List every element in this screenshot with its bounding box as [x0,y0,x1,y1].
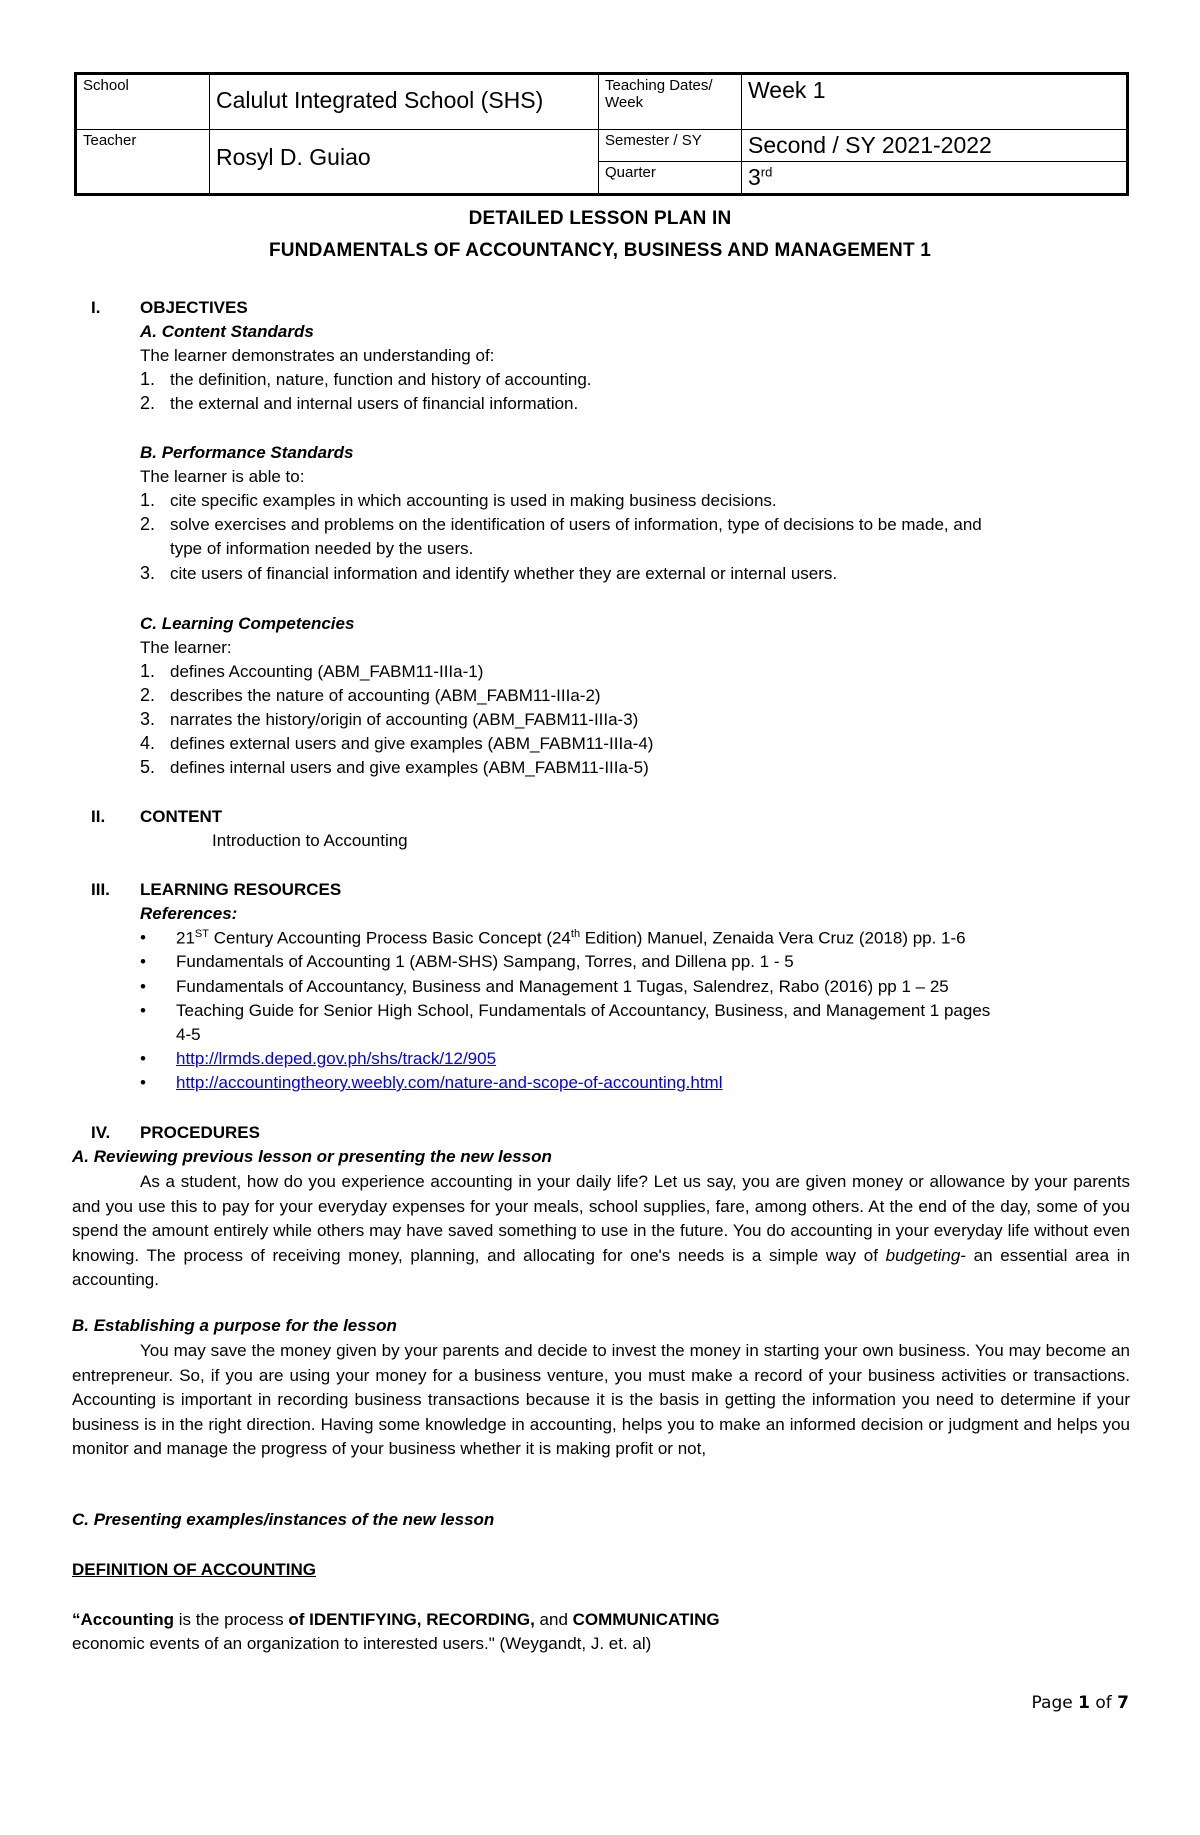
references-label: References: [140,904,238,923]
procedure-c-heading: C. Presenting examples/instances of the new lesson [72,1510,495,1529]
list-number: 2. [140,514,156,534]
reference-link-accountingtheory[interactable]: http://accountingtheory.weebly.com/nature-and-scope-of-accounting.html [176,1073,723,1092]
semester-value: Second / SY 2021-2022 [742,130,1128,162]
list-number: 4. [140,733,156,753]
teacher-value: Rosyl D. Guiao [210,130,599,195]
section-numeral-resources: III. [91,880,110,899]
procedure-a-paragraph: As a student, how do you experience accounting in your daily life? Let us say, you are given money or allowance by your parents and you use this to pay for your everyday expenses for your meals, school supplies, fare, among others. At the end of the day, some of you spend the amount entirely while others may have saved something to use in the future. You do accounting in your everyday life without even knowing. The process of receiving money, planning, and allocating for one's needs is a simple way of budgeting- an essential area in accounting. [72,1172,1130,1289]
list-number: 2. [140,685,156,705]
list-item: narrates the history/origin of accounting (ABM_FABM11-IIIa-3) [170,710,639,729]
header-table [74,72,1129,196]
list-item: cite specific examples in which accounting is used in making business decisions. [170,491,777,510]
section-heading-procedures: PROCEDURES [140,1123,260,1142]
list-number: 3. [140,563,156,583]
section-numeral-objectives: I. [91,298,101,317]
content-standards-heading: A. Content Standards [140,322,314,341]
bullet: • [140,928,146,947]
list-number: 1. [140,369,156,389]
definition-heading: DEFINITION OF ACCOUNTING [72,1560,316,1579]
learning-competencies-heading: C. Learning Competencies [140,614,355,633]
reference-item: Teaching Guide for Senior High School, Fundamentals of Accountancy, Business, and Management 1 pages [176,1001,991,1020]
semester-label: Semester / SY [599,130,742,162]
section-heading-content: CONTENT [140,807,223,826]
reference-item: 21ST Century Accounting Process Basic Concept (24th Edition) Manuel, Zenaida Vera Cruz (2018) pp. 1-6 [176,928,966,948]
performance-standards-intro: The learner is able to: [140,467,305,486]
content-text: Introduction to Accounting [212,831,408,850]
quarter-label: Quarter [599,162,742,195]
bullet: • [140,952,146,971]
definition-line-1: “Accounting is the process of IDENTIFYING, RECORDING, and COMMUNICATING [72,1610,720,1629]
page-number: Page 1 of 7 [1031,1693,1129,1713]
content-standards-intro: The learner demonstrates an understanding of: [140,346,495,365]
reference-item: Fundamentals of Accounting 1 (ABM-SHS) Sampang, Torres, and Dillena pp. 1 - 5 [176,952,794,971]
teaching-dates-label: Teaching Dates/ Week [599,74,742,130]
section-numeral-procedures: IV. [91,1123,111,1142]
list-number: 2. [140,393,156,413]
definition-line-2: economic events of an organization to interested users." (Weygandt, J. et. al) [72,1634,652,1653]
list-item: defines external users and give examples (ABM_FABM11-IIIa-4) [170,734,654,753]
bullet: • [140,977,146,996]
teaching-dates-value: Week 1 [742,74,1128,130]
list-number: 1. [140,661,156,681]
performance-standards-heading: B. Performance Standards [140,443,354,462]
list-item: cite users of financial information and identify whether they are external or internal users. [170,564,838,583]
list-number: 1. [140,490,156,510]
list-item: the external and internal users of financial information. [170,394,579,413]
procedure-a-heading: A. Reviewing previous lesson or presenting the new lesson [72,1147,552,1166]
bullet: • [140,1001,146,1020]
section-heading-resources: LEARNING RESOURCES [140,880,342,899]
list-number: 3. [140,709,156,729]
section-numeral-content: II. [91,807,106,826]
title-line-1: DETAILED LESSON PLAN IN [468,208,732,229]
list-item: solve exercises and problems on the identification of users of information, type of decisions to be made, and [170,515,982,534]
list-item: defines internal users and give examples (ABM_FABM11-IIIa-5) [170,758,649,777]
procedure-b-heading: B. Establishing a purpose for the lesson [72,1316,397,1335]
school-label: School [76,74,210,130]
bullet: • [140,1049,146,1068]
learning-competencies-intro: The learner: [140,638,232,657]
reference-link-lrmds[interactable]: http://lrmds.deped.gov.ph/shs/track/12/905 [176,1049,497,1068]
reference-item: Fundamentals of Accountancy, Business and Management 1 Tugas, Salendrez, Rabo (2016) pp 1 – 25 [176,977,949,996]
bullet: • [140,1073,146,1092]
list-number: 5. [140,757,156,777]
list-item-continuation: type of information needed by the users. [170,539,474,558]
list-item: describes the nature of accounting (ABM_FABM11-IIIa-2) [170,686,601,705]
section-heading-objectives: OBJECTIVES [140,298,248,317]
list-item: the definition, nature, function and history of accounting. [170,370,592,389]
teacher-label: Teacher [76,130,210,195]
title-line-2: FUNDAMENTALS OF ACCOUNTANCY, BUSINESS AND MANAGEMENT 1 [268,240,932,261]
quarter-value: 3rd [742,162,1128,195]
list-item: defines Accounting (ABM_FABM11-IIIa-1) [170,662,484,681]
procedure-b-paragraph: You may save the money given by your parents and decide to invest the money in starting your own business. You may become an entrepreneur. So, if you are using your money for a business venture, you must make a record of your business activities or transactions. Accounting is important in recording business transactions because it is the basis in getting the information you need to determine if your business is in the right direction. Having some knowledge in accounting, helps you to make an informed decision or judgment and helps you monitor and manage the progress of your business whether it is making profit or not, [72,1341,1130,1458]
reference-item-continuation: 4-5 [176,1025,201,1044]
school-value: Calulut Integrated School (SHS) [210,74,599,130]
